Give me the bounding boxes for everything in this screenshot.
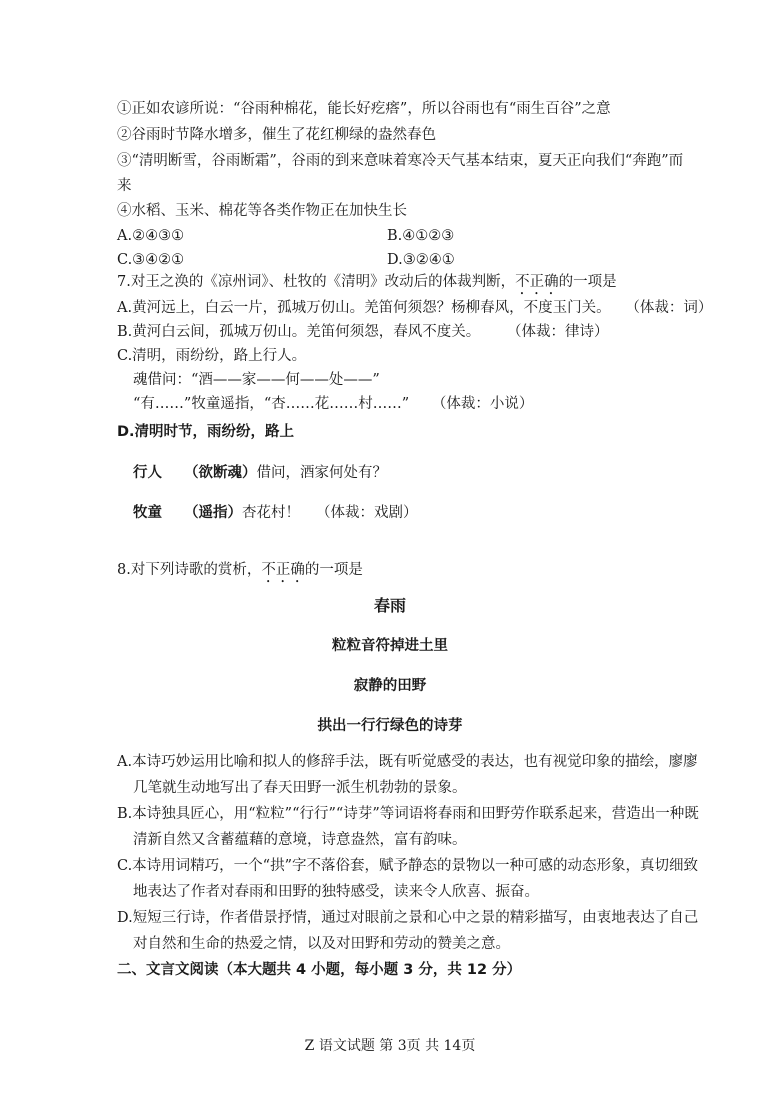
q7-option-a [117,298,712,318]
q7-option-c-line1: C.清明，雨纷纷，路上行人。 [117,348,307,364]
q6-option-b: B.④①②③ [387,228,455,244]
q8-option-c-line2: 地表达了作者对春雨和田野的独特感受，读来令人欣喜、振奋。 [133,884,539,900]
q7-stem-pre: 7.对王之涣的《凉州词》、杜牧的《清明》改动后的体裁判断， [117,274,516,290]
q7-option-c-line2: 魂借问：“酒——家——何——处——” [133,372,380,388]
q6-item-3-cont: 来 [117,178,132,194]
q7-d-stage-direction-1: （欲断魂） [184,465,257,481]
q7-option-a-note: （体裁：词） [632,300,713,316]
q8-option-d-line2: 对自然和生命的热爱之情，以及对田野和劳动的赞美之意。 [133,936,510,952]
q7-option-d-line1: D.清明时节，雨纷纷，路上 [117,424,295,440]
poem-line-3: 拱出一行行绿色的诗芽 [317,718,463,734]
q8-stem-post: 的一项是 [304,562,363,578]
q6-option-c: C.③④②① [117,252,185,268]
q7-option-a-text: A.黄河远上，白云一片，孤城万仞山。羌笛何须怨？杨柳春风，不度玉门关。 [117,300,611,316]
q7-d-stage-direction-2: （遥指） [184,505,242,521]
q6-item-3: ③“清明断雪，谷雨断霜”，谷雨的到来意味着寒冷天气基本结束，夏天正向我们“奔跑”而 [117,153,684,169]
q7-stem-emphasis: 不正确 [515,274,559,290]
q8-option-c-line1: C.本诗用词精巧，一个“拱”字不落俗套，赋予静态的景物以一种可感的动态形象，真切细致 [117,858,699,874]
q8-option-a-line1: A.本诗巧妙运用比喻和拟人的修辞手法，既有听觉感受的表达，也有视觉印象的描绘，廖廖 [117,754,698,770]
q8-option-b-line2: 清新自然又含蓄蕴藉的意境，诗意盎然，富有韵味。 [133,832,467,848]
q7-d-role-shepherd: 牧童 [133,505,162,521]
q7-option-b-note: （体裁：律诗） [514,324,609,340]
q7-option-b [117,322,609,342]
q6-option-a: A.②④③① [117,228,185,244]
q7-option-c-line3-text: “有……”牧童遥指，“杏……花……村……” [133,396,410,412]
q8-stem-pre: 8.对下列诗歌的赏析， [117,562,262,578]
q7-option-c-note: （体裁：小说） [439,396,534,412]
q6-item-4: ④水稻、玉米、棉花等各类作物正在加快生长 [117,203,407,219]
q8-stem-emphasis: 不正确 [261,562,305,578]
q8-option-b-line1: B.本诗独具匠心，用“粒粒”“行行”“诗芽”等词语将春雨和田野劳作联系起来，营造出一种既 [117,806,699,822]
q8-option-d-line1: D.短短三行诗，作者借景抒情，通过对眼前之景和心中之景的精彩描写，由衷地表达了自己 [117,910,699,926]
poem-line-2: 寂静的田野 [353,678,427,694]
q8-stem [117,560,363,586]
q7-stem [117,272,617,298]
q7-option-d-line2 [133,463,387,483]
section-2-heading: 二、文言文阅读（本大题共 4 小题，每小题 3 分，共 12 分） [117,962,522,978]
q7-option-d-note: （体裁：戏剧） [316,505,418,521]
poem-title: 春雨 [373,596,406,615]
q7-option-b-text: B.黄河白云间，孤城万仞山。羌笛何须怨，春风不度关。 [117,324,481,340]
page-footer: Z 语文试题 第 3页 共 14页 [304,1038,476,1054]
q7-d-line3-text: 杏花村！ [242,505,300,521]
poem-line-1: 粒粒音符掉进土里 [332,638,448,654]
q8-option-a-line2: 几笔就生动地写出了春天田野一派生机勃勃的景象。 [133,780,467,796]
q6-item-1: ①正如农谚所说：“谷雨种棉花，能长好疙瘩”，所以谷雨也有“雨生百谷”之意 [117,101,611,117]
q6-option-d: D.③②④① [387,252,455,268]
q7-option-d-line3 [133,503,418,523]
q7-stem-post: 的一项是 [558,274,617,290]
q7-d-line2-text: 借问，酒家何处有？ [256,465,387,481]
q7-option-c-line3 [133,394,533,414]
q7-d-role-pedestrian: 行人 [133,465,162,481]
q6-item-2: ②谷雨时节降水增多，催生了花红柳绿的盎然春色 [117,127,436,143]
